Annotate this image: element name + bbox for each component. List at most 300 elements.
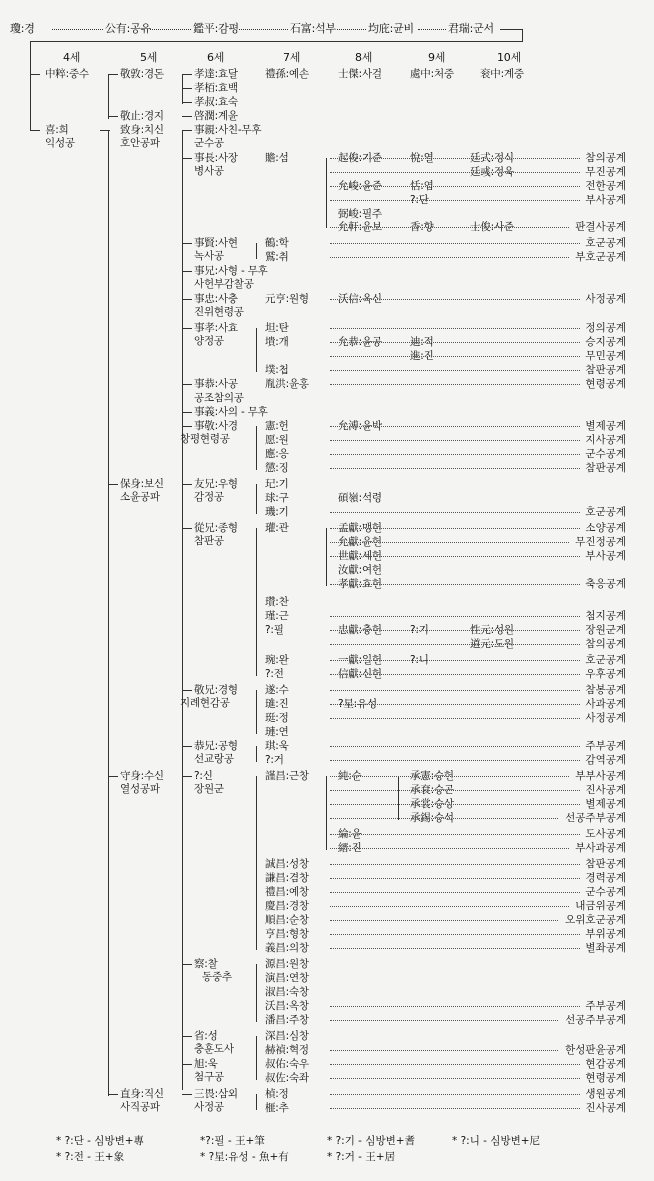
leader-dots (330, 512, 580, 513)
person-node: 榧:추 (265, 1102, 289, 1114)
branch-title: 승지공계 (585, 336, 626, 348)
leader-dots (330, 1050, 558, 1051)
person-node: 恬:염 (410, 180, 434, 192)
generation-label: 6세 (207, 51, 225, 64)
branch-title: 축응공계 (585, 578, 626, 590)
person-node: 純:순 (338, 770, 362, 782)
person-node: 忠獻:충헌 (338, 624, 382, 636)
leader-dots (330, 906, 569, 907)
branch-title: 군수공계 (585, 886, 626, 898)
leader-dots (330, 384, 580, 385)
branch-title: 진사공계 (585, 784, 626, 796)
branch-title: 별제공계 (585, 420, 626, 432)
connector-line (30, 74, 31, 131)
person-node: 瓚:찬 (265, 596, 289, 608)
person-node: 瓘:관 (265, 522, 289, 534)
person-node: 誠昌:성창 (265, 858, 309, 870)
connector-line (182, 484, 192, 485)
person-node: 선교랑공 (194, 753, 234, 765)
leader-dots (330, 892, 580, 893)
connector-line (182, 74, 192, 75)
person-node: 保身:보신 (120, 478, 164, 490)
header-ancestor: 鑑平:감평 (193, 22, 239, 35)
person-node: 潘昌:주창 (265, 1014, 309, 1026)
person-node: 源昌:원창 (265, 958, 309, 970)
branch-title: 참판공계 (585, 364, 626, 376)
branch-title: 도사공계 (585, 828, 626, 840)
person-node: 事恭:사공 (194, 378, 238, 390)
connector-line (256, 746, 257, 762)
person-node: 迪:적 (410, 336, 434, 348)
branch-title: 부사과공계 (575, 842, 626, 854)
person-node: 호안공파 (120, 137, 160, 149)
person-node: 喜:희 (45, 124, 69, 136)
person-node: 鶴:학 (265, 237, 289, 249)
branch-title: 참의공계 (585, 638, 626, 650)
branch-title: 별좌공계 (585, 942, 626, 954)
person-node: 縉:진 (338, 842, 362, 854)
person-node: 叔佐:숙좌 (265, 1072, 309, 1084)
leader-dots (330, 454, 580, 455)
person-node: 贍:섬 (265, 152, 289, 164)
leader-dots (330, 1006, 580, 1007)
person-node: 道元:도원 (470, 638, 514, 650)
leader-dots (330, 746, 580, 747)
person-node: 孝栢:효백 (194, 82, 238, 94)
branch-title: 정의공계 (585, 322, 626, 334)
connector-line (108, 74, 118, 75)
leader-dots (330, 1064, 580, 1065)
leader-dots (330, 468, 580, 469)
person-node: 事忠:사충 (194, 293, 238, 305)
person-node: 事孝:사효 (194, 322, 238, 334)
person-node: 녹사공 (194, 250, 224, 262)
person-node: 事兄:사형 - 무후 (194, 265, 268, 277)
header-ancestor: 瓊:경 (10, 22, 35, 35)
person-node: 楨:정 (265, 1088, 289, 1100)
person-node: 慶昌:경창 (265, 900, 309, 912)
connector-line (256, 528, 257, 676)
branch-title: 소양공계 (585, 522, 626, 534)
person-node: 元亨:원형 (265, 293, 309, 305)
footnote: * ?:단 - 심방변+專 (56, 1135, 145, 1147)
person-node: 瑾:근 (265, 610, 289, 622)
branch-title: 부사공계 (585, 194, 626, 206)
connector-line (398, 776, 399, 820)
person-node: 懲:징 (265, 462, 289, 474)
footnote: * ?:전 - 王+象 (56, 1151, 125, 1163)
branch-title: 무진정공계 (575, 536, 626, 548)
connector-line (326, 528, 327, 586)
person-node: 進:진 (410, 350, 434, 362)
person-node: 衮中:계중 (480, 68, 524, 80)
footnote: * ?星:유성 - 魚+有 (200, 1151, 289, 1163)
connector-line (182, 299, 192, 300)
generation-label: 5세 (140, 51, 158, 64)
person-node: 敬敦:경돈 (120, 68, 164, 80)
leader-dots (330, 878, 580, 879)
connector-line (182, 328, 192, 329)
person-node: 敬兄:경형 (194, 684, 238, 696)
header-ancestor: 均庇:균비 (368, 22, 414, 35)
person-node: 공조참의공 (194, 392, 244, 404)
connector-line (326, 158, 327, 228)
person-node: 允恭:윤공 (338, 336, 382, 348)
connector-line (182, 271, 192, 272)
connector-line (182, 102, 192, 103)
branch-title: 현령공계 (585, 378, 626, 390)
person-node: 廷彧:정욱 (470, 166, 514, 178)
generation-label: 7세 (283, 51, 301, 64)
connector-line (182, 130, 192, 131)
person-node: 병사공 (194, 165, 224, 177)
person-node: 綸:윤 (338, 828, 362, 840)
person-node: 世獻:세헌 (338, 550, 382, 562)
connector-line (182, 964, 192, 965)
connector-line (256, 243, 257, 259)
person-node: 동중추 (202, 971, 232, 983)
person-node: 汝獻:여헌 (338, 564, 382, 576)
connector-line (256, 328, 257, 372)
person-node: 球:구 (265, 492, 289, 504)
connector-line (182, 528, 192, 529)
person-node: ?:니 (410, 654, 429, 666)
leader-dots (330, 1108, 580, 1109)
person-node: 감정공 (194, 491, 224, 503)
leader-dots (330, 426, 580, 427)
person-node: 順昌:순창 (265, 914, 309, 926)
leader-dots (330, 257, 569, 258)
leader-dots (330, 848, 569, 849)
person-node: 叔佑:숙우 (265, 1058, 309, 1070)
person-node: 廷式:정식 (470, 152, 514, 164)
connector-line (256, 1094, 257, 1110)
leader-dots (330, 342, 580, 343)
person-node: 弼峻:필주 (338, 208, 382, 220)
branch-title: 호군공계 (585, 237, 626, 249)
branch-title: 오위호군공계 (565, 914, 626, 926)
leader-dots (330, 1078, 580, 1079)
generation-label: 9세 (428, 51, 446, 64)
connector-line (256, 776, 257, 950)
leader-dots (330, 718, 580, 719)
branch-title: 참판공계 (585, 462, 626, 474)
person-node: 敬止:경지 (120, 110, 164, 122)
branch-title: 판결사공계 (575, 221, 626, 233)
connector-line (108, 484, 118, 485)
person-node: 璉:연 (265, 726, 289, 738)
person-node: 사정공 (194, 1101, 224, 1113)
person-node: 中粹:중수 (45, 68, 89, 80)
leader-dots (330, 243, 580, 244)
person-node: 允獻:윤헌 (338, 536, 382, 548)
person-node: 憲:헌 (265, 420, 289, 432)
person-node: 事義:사의 - 무후 (194, 406, 268, 418)
person-node: 直身:직신 (120, 1088, 164, 1100)
connector-line (182, 426, 192, 427)
branch-title: 현감공계 (585, 1058, 626, 1070)
connector-line (256, 690, 257, 734)
branch-title: 지사공계 (585, 434, 626, 446)
branch-title: 부호군공계 (575, 251, 626, 263)
branch-title: 우후공계 (585, 668, 626, 680)
person-node: 恭兄:공형 (194, 740, 238, 752)
person-node: 鷲:취 (265, 251, 289, 263)
header-dots (150, 29, 191, 30)
branch-title: 생원공계 (585, 1088, 626, 1100)
leader-dots (330, 934, 580, 935)
person-node: 謹昌:근창 (265, 770, 309, 782)
branch-title: 사정공계 (585, 712, 626, 724)
connector-line (182, 1064, 192, 1065)
branch-title: 한성판윤공계 (565, 1044, 626, 1056)
person-node: 소윤공파 (120, 491, 160, 503)
person-node: 悅:열 (410, 152, 434, 164)
leader-dots (330, 760, 580, 761)
connector-line (108, 74, 109, 119)
person-node: 孝獻:효헌 (338, 578, 382, 590)
person-node: 深昌:심창 (265, 1030, 309, 1042)
header-dots (418, 29, 446, 30)
branch-title: 참판공계 (585, 858, 626, 870)
person-node: 璡:진 (265, 698, 289, 710)
person-node: 一獻:일헌 (338, 654, 382, 666)
connector-line (256, 1036, 257, 1080)
footnote: *?:필 - 王+筆 (200, 1135, 265, 1147)
person-node: 孟獻:맹헌 (338, 522, 382, 534)
person-node: 事長:사장 (194, 152, 238, 164)
person-node: 事賢:사현 (194, 237, 238, 249)
person-node: 胤洪:윤홍 (265, 378, 309, 390)
branch-title: 무진공계 (585, 166, 626, 178)
connector-line (182, 116, 192, 117)
leader-dots (330, 158, 580, 159)
leader-dots (330, 630, 580, 631)
footnote: * ?:니 - 심방변+尼 (452, 1135, 541, 1147)
leader-dots (330, 556, 580, 557)
person-node: 守身:수신 (120, 770, 164, 782)
header-ancestor: 公有:공유 (105, 22, 151, 35)
person-node: 信獻:신헌 (338, 668, 382, 680)
connector-line (326, 776, 327, 850)
connector-line (182, 1036, 192, 1037)
connector-line (522, 29, 523, 41)
branch-title: 첨지공계 (585, 610, 626, 622)
person-node: 旭:욱 (194, 1058, 218, 1070)
person-node: 琪:욱 (265, 740, 289, 752)
person-node: 赫禎:혁정 (265, 1044, 309, 1056)
leader-dots (330, 200, 580, 201)
person-node: ?:기 (410, 624, 429, 636)
connector-line (256, 964, 257, 1022)
branch-title: 현령공계 (585, 1072, 626, 1084)
person-node: 致身:치신 (120, 124, 164, 136)
leader-dots (330, 818, 558, 819)
person-node: 군수공 (194, 137, 224, 149)
person-node: 璣:기 (265, 506, 289, 518)
leader-dots (330, 528, 580, 529)
person-node: 양정공 (194, 335, 224, 347)
person-node: 사직공파 (120, 1101, 160, 1113)
connector-line (30, 130, 40, 131)
header-ancestor: 石富:석부 (290, 22, 336, 35)
branch-title: 진사공계 (585, 1102, 626, 1114)
leader-dots (330, 227, 569, 228)
person-node: 啓濶:계윤 (194, 110, 238, 122)
leader-dots (330, 1094, 580, 1095)
person-node: 玘:기 (265, 478, 289, 490)
person-node: 承裳:승상 (410, 798, 454, 810)
person-node: 允溥:윤박 (338, 420, 382, 432)
leader-dots (330, 790, 580, 791)
person-node: 事敬:사경 (194, 420, 238, 432)
branch-title: 선공주부공계 (565, 812, 626, 824)
header-dots (239, 29, 288, 30)
person-node: 承錫:승석 (410, 812, 454, 824)
branch-title: 호군공계 (585, 506, 626, 518)
connector-line (182, 746, 192, 747)
person-node: 沃昌:옥창 (265, 1000, 309, 1012)
leader-dots (330, 660, 580, 661)
person-node: 愿:원 (265, 434, 289, 446)
person-node: 士傑:사걸 (338, 68, 382, 80)
branch-title: 장원군계 (585, 624, 626, 636)
branch-title: 별제공계 (585, 798, 626, 810)
person-node: 謙昌:겸창 (265, 872, 309, 884)
person-node: 三畏:삼외 (194, 1088, 238, 1100)
branch-title: 참의공계 (585, 152, 626, 164)
connector-line (182, 158, 192, 159)
branch-title: 선공주부공계 (565, 1014, 626, 1026)
branch-title: 부위공계 (585, 928, 626, 940)
leader-dots (330, 542, 569, 543)
person-node: 允軒:윤보 (338, 221, 382, 233)
person-node: ?:단 (410, 194, 429, 206)
leader-dots (330, 616, 580, 617)
connector-line (182, 776, 192, 777)
person-node: 珽:정 (265, 712, 289, 724)
person-node: 孝達:효달 (194, 68, 238, 80)
leader-dots (330, 186, 580, 187)
generation-label: 10세 (497, 51, 522, 64)
person-node: 琬:완 (265, 654, 289, 666)
connector-line (108, 130, 109, 1096)
connector-line (182, 88, 192, 89)
person-node: 演昌:연창 (265, 972, 309, 984)
person-node: 察:찰 (194, 958, 218, 970)
person-node: 墣:첩 (265, 364, 289, 376)
person-node: 지례현감공 (180, 697, 230, 709)
person-node: 性元:성원 (470, 624, 514, 636)
person-node: 사헌부감찰공 (194, 278, 254, 290)
person-node: 處中:처중 (410, 68, 454, 80)
branch-title: 주부공계 (585, 740, 626, 752)
branch-title: 무민공계 (585, 350, 626, 362)
person-node: 沃信:옥신 (338, 293, 382, 305)
branch-title: 내금위공계 (575, 900, 626, 912)
person-node: 禮孫:예손 (265, 68, 309, 80)
leader-dots (330, 328, 580, 329)
person-node: 亨昌:형창 (265, 928, 309, 940)
leader-dots (330, 1020, 558, 1021)
person-node: 墤:개 (265, 336, 289, 348)
leader-dots (330, 299, 580, 300)
leader-dots (330, 776, 569, 777)
connector-line (182, 384, 192, 385)
connector-line (500, 29, 522, 30)
leader-dots (330, 370, 580, 371)
person-node: 碩嶺:석령 (338, 492, 382, 504)
leader-dots (330, 644, 580, 645)
footnote: * ?:기 - 심방변+耆 (327, 1135, 416, 1147)
branch-title: 경력공계 (585, 872, 626, 884)
person-node: 淑昌:숙창 (265, 986, 309, 998)
leader-dots (330, 584, 580, 585)
person-node: 友兄:우형 (194, 478, 238, 490)
person-node: 承憲:승헌 (410, 770, 454, 782)
leader-dots (330, 172, 580, 173)
person-node: 孝叔:효숙 (194, 96, 238, 108)
header-dots (337, 29, 366, 30)
person-node: 事親:사친-무후 (194, 124, 262, 136)
connector-line (30, 41, 523, 42)
person-node: 承袞:승곤 (410, 784, 454, 796)
connector-line (182, 243, 192, 244)
leader-dots (330, 674, 580, 675)
person-node: 義昌:의창 (265, 942, 309, 954)
leader-dots (330, 440, 580, 441)
person-node: 열성공파 (120, 783, 160, 795)
branch-title: 군수공계 (585, 448, 626, 460)
branch-title: 감역공계 (585, 754, 626, 766)
connector-line (108, 1094, 118, 1095)
person-node: 禮昌:예창 (265, 886, 309, 898)
connector-line (108, 116, 118, 117)
person-node: 익성공 (45, 137, 75, 149)
branch-title: 참봉공계 (585, 684, 626, 696)
person-node: 起俊:기준 (338, 152, 382, 164)
generation-label: 8세 (355, 51, 373, 64)
person-node: 참판공 (194, 535, 224, 547)
person-node: 첨구공 (194, 1071, 224, 1083)
person-node: 應:응 (265, 448, 289, 460)
connector-line (108, 776, 118, 777)
connector-line (256, 426, 257, 470)
leader-dots (330, 834, 580, 835)
person-node: ?:거 (265, 754, 284, 766)
person-node: 창평현령공 (180, 433, 230, 445)
leader-dots (330, 804, 580, 805)
branch-title: 호군공계 (585, 654, 626, 666)
person-node: 香:향 (410, 221, 434, 233)
person-node: 士俊:사준 (470, 221, 514, 233)
header-dots (52, 29, 103, 30)
person-node: 省:성 (194, 1030, 218, 1042)
leader-dots (330, 864, 580, 865)
person-node: 장원군 (194, 783, 224, 795)
connector-line (182, 690, 192, 691)
generation-label: 4세 (63, 51, 81, 64)
person-node: 允峻:윤준 (338, 180, 382, 192)
leader-dots (330, 920, 558, 921)
connector-line (30, 74, 40, 75)
person-node: 충훈도사 (194, 1043, 234, 1055)
branch-title: 사정공계 (585, 293, 626, 305)
person-node: 坦:탄 (265, 322, 289, 334)
branch-title: 주부공계 (585, 1000, 626, 1012)
connector-line (256, 484, 257, 514)
leader-dots (330, 704, 580, 705)
